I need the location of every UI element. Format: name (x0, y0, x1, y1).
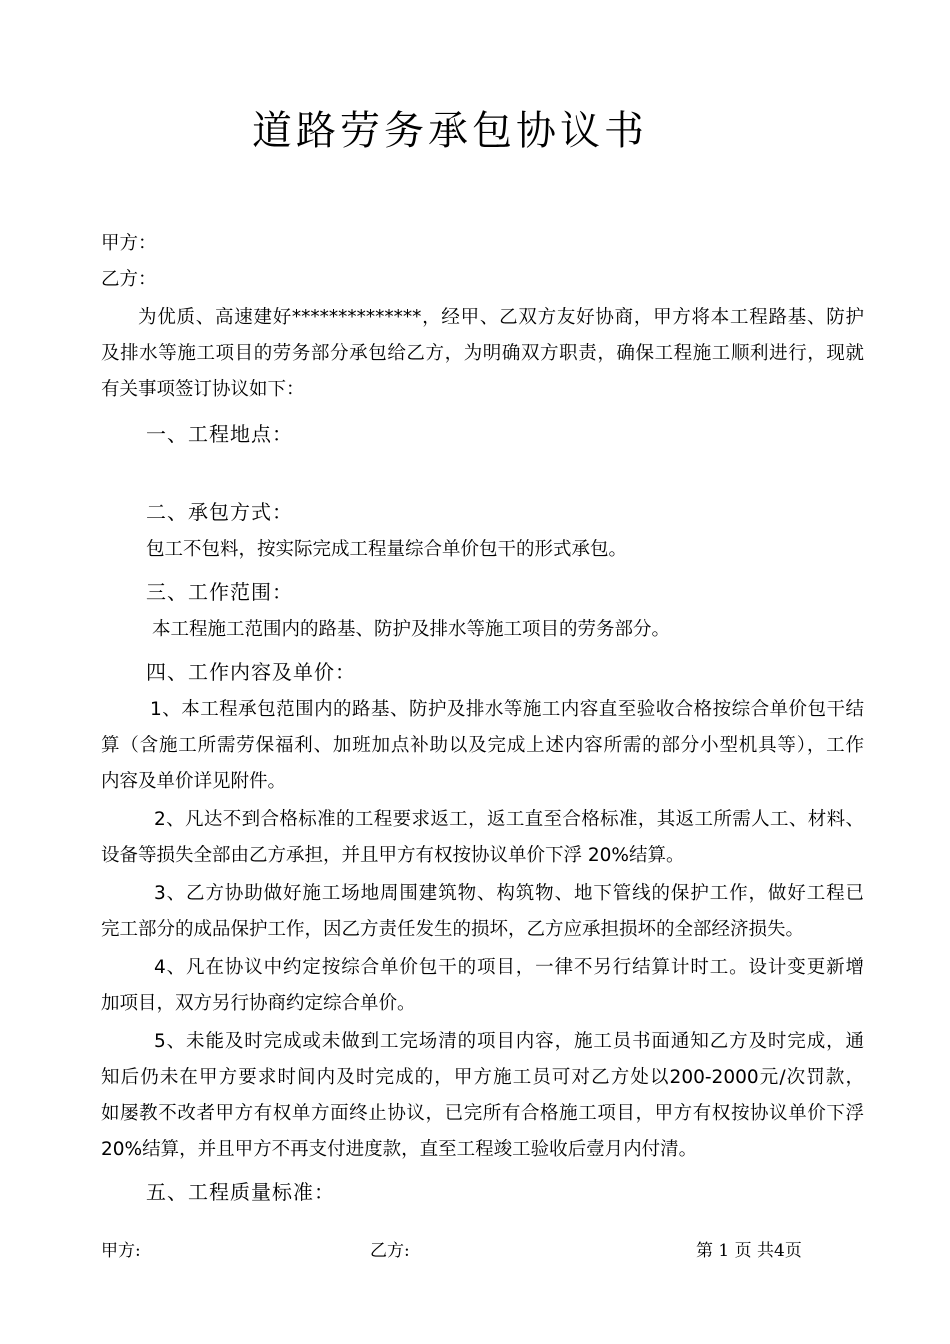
text-line: 设备等损失全部由乙方承担，并且甲方有权按协议单价下浮 20%结算。 (101, 845, 685, 866)
text-line: 2、凡达不到合格标准的工程要求返工，返工直至合格标准，其返工所需人工、材料、 (154, 809, 864, 830)
text-line: 知后仍未在甲方要求时间内及时完成的，甲方施工员可对乙方处以200-2000元/次罚款， (101, 1067, 864, 1088)
text-line: 内容及单价详见附件。 (101, 771, 287, 792)
footer-party-a: 甲方: (101, 1241, 141, 1261)
text-line: 加项目，双方另行协商约定综合单价。 (101, 993, 416, 1014)
text-line: 及排水等施工项目的劳务部分承包给乙方，为明确双方职责，确保工程施工顺利进行，现就 (101, 343, 864, 364)
section-heading: 二、承包方式： (146, 500, 293, 524)
text-line: 有关事项签订协议如下： (101, 379, 305, 400)
section-heading: 四、工作内容及单价： (146, 660, 356, 684)
text-line: 5、未能及时完成或未做到工完场清的项目内容，施工员书面通知乙方及时完成，通 (154, 1031, 864, 1052)
text-line: 3、乙方协助做好施工场地周围建筑物、构筑物、地下管线的保护工作，做好工程已 (154, 883, 864, 904)
section-heading: 五、工程质量标准： (146, 1180, 335, 1204)
text-line: 如屡教不改者甲方有权单方面终止协议，已完所有合格施工项目，甲方有权按协议单价下浮 (101, 1103, 864, 1124)
text-line: 包工不包料，按实际完成工程量综合单价包干的形式承包。 (146, 539, 628, 560)
party-a-label: 甲方： (101, 233, 157, 254)
text-line: 完工部分的成品保护工作，因乙方责任发生的损坏，乙方应承担损坏的全部经济损失。 (101, 919, 805, 940)
text-line: 为优质、高速建好**************，经甲、乙双方友好协商，甲方将本工程路基、防护 (138, 307, 864, 328)
footer-party-b: 乙方: (370, 1241, 410, 1261)
party-b-label: 乙方： (101, 269, 157, 290)
text-line: 20%结算，并且甲方不再支付进度款，直至工程竣工验收后壹月内付清。 (101, 1139, 698, 1160)
text-line: 算（含施工所需劳保福利、加班加点补助以及完成上述内容所需的部分小型机具等），工作 (101, 735, 864, 756)
section-heading: 三、工作范围： (146, 580, 293, 604)
text-line: 4、凡在协议中约定按综合单价包干的项目，一律不另行结算计时工。设计变更新增 (154, 957, 864, 978)
section-heading: 一、工程地点： (146, 422, 293, 446)
document-title: 道路劳务承包协议书 (252, 108, 648, 154)
page-number: 第 1 页 共4页 (696, 1241, 802, 1261)
text-line: 1、本工程承包范围内的路基、防护及排水等施工内容直至验收合格按综合单价包干结 (150, 699, 864, 720)
text-line: 本工程施工范围内的路基、防护及排水等施工项目的劳务部分。 (152, 619, 671, 640)
